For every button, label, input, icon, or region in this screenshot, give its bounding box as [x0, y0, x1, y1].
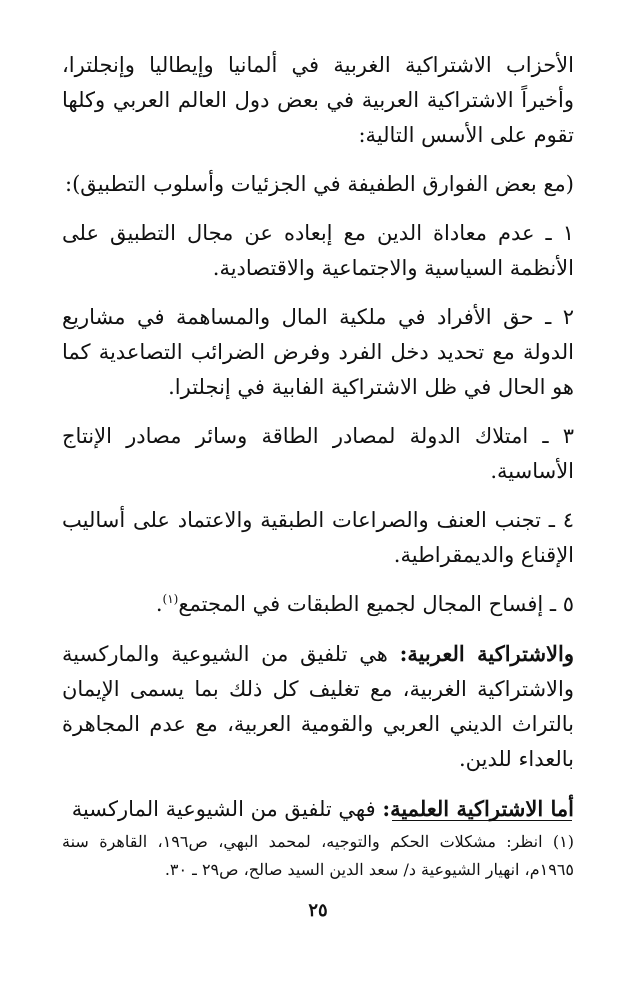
- list-item: ١ ـ عدم معاداة الدين مع إبعاده عن مجال التطبيق على الأنظمة السياسية والاجتماعية والاقتصادية.: [62, 221, 574, 280]
- scientific-socialism-paragraph: [62, 791, 574, 827]
- list-item: ٣ ـ امتلاك الدولة لمصادر الطاقة وسائر مصادر الإنتاج الأساسية.: [62, 424, 574, 483]
- list-item: ٤ ـ تجنب العنف والصراعات الطبقية والاعتماد على أساليب الإقناع والديمقراطية.: [62, 508, 574, 567]
- arab-socialism-paragraph: [62, 636, 574, 777]
- item5-text: ٥ ـ إفساح المجال لجميع الطبقات في المجتمع: [178, 592, 574, 616]
- scientific-socialism-text: فهي تلفيق من الشيوعية الماركسية: [71, 797, 383, 821]
- footnote-divider: [392, 820, 572, 821]
- intro-paragraph: الأحزاب الاشتراكية الغربية في ألمانيا وإيطاليا وإنجلترا، وأخيراً الاشتراكية العربية في بعض دول العالم العربي وكلها تقوم على الأسس التالية:: [62, 53, 574, 147]
- list-item: ٢ ـ حق الأفراد في ملكية المال والمساهمة في مشاريع الدولة مع تحديد دخل الفرد وفرض الضرائب التصاعدية كما هو الحال في ظل الاشتراكية الفابية في إنجلترا.: [62, 305, 574, 399]
- scientific-socialism-label: أما الاشتراكية العلمية:: [382, 796, 574, 821]
- item5-end: .: [155, 592, 163, 616]
- page-number: ٢٥: [308, 900, 328, 921]
- footnote: (١) انظر: مشكلات الحكم والتوجيه، لمحمد البهي، ص١٩٦، القاهرة سنة ١٩٦٥م، انهيار الشيوعية د/ سعد الدين السيد صالح، ص٢٩ ـ ٣٠.: [62, 832, 574, 879]
- list-item: [62, 587, 574, 622]
- arab-socialism-text: هي تلفيق من الشيوعية والماركسية والاشتراكية الغربية، مع تغليف كل ذلك بما يسمى الإيمان بالتراث الديني العربي والقومية العربية، مع عدم المجاهرة بالعداء للدين.: [62, 642, 574, 771]
- footnote-reference: (١): [162, 592, 179, 606]
- note-paragraph: (مع بعض الفوارق الطفيفة في الجزئيات وأسلوب التطبيق):: [65, 172, 574, 196]
- page-body: [62, 48, 574, 841]
- arab-socialism-label: والاشتراكية العربية:: [399, 641, 575, 666]
